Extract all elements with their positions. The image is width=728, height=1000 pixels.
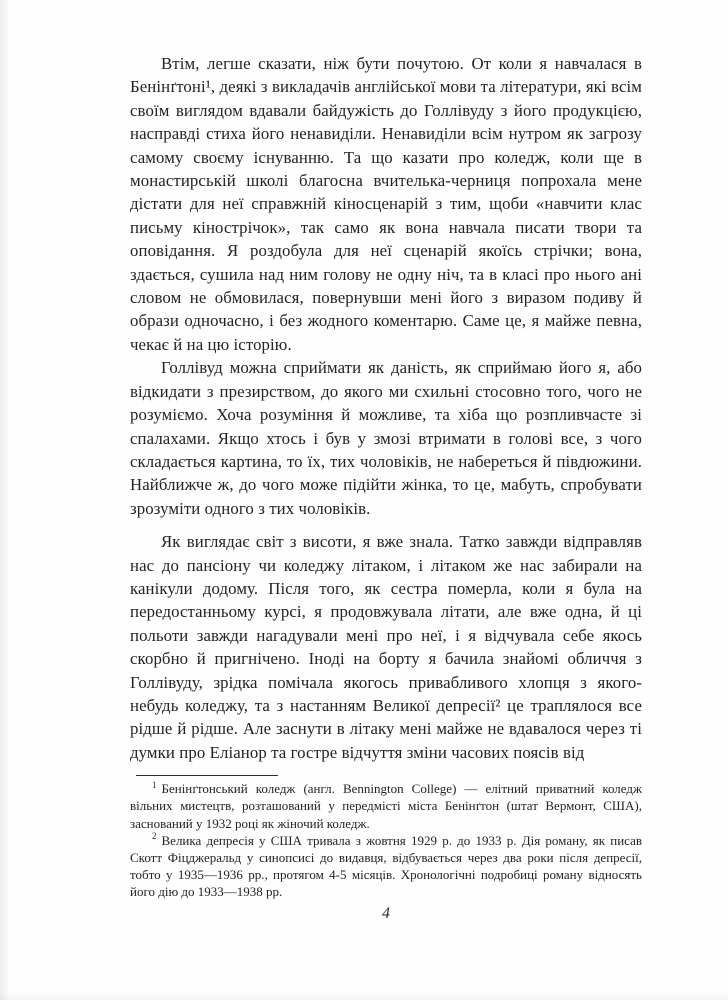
footnote-2 (130, 832, 642, 901)
footnote-1-text: Бенінґтонський коледж (англ. Bennington College) — елітний приватний коледж вільних мистецтв, розташований у передмісті міста Бенінґтон (штат Вермонт, США), заснований у 1932 році як жіночий коледж. (130, 781, 642, 831)
footnote-2-text: Велика депресія у США тривала з жовтня 1929 р. до 1933 р. Дія роману, як писав Скотт Фіцджеральд у синопсисі до видавця, відбувається через два роки після депресії, тобто у 1935—1936 рр., протягом 4-5 місяців. Хронологічні подробиці роману відносять його дію до 1933—1938 рр. (130, 832, 642, 900)
body-paragraph-1: Втім, легше сказати, ніж бути почутою. От коли я навчалася в Бенінґтоні¹, деякі з викладачів англійської мови та літератури, які всім своїм виглядом вдавали байдужість до Голлівуду з його продукцією, насправді стиха його ненавиділи. Ненавиділи всім нутром як загрозу самому своєму існуванню. Та що казати про коледж, коли ще в монастирській школі благосна вчителька-черниця попрохала мене дістати для неї справжній кіносценарій з тим, щоби «навчити клас письму кінострічок», так само як вона навчала писати твори та оповідання. Я роздобула для неї сценарій якоїсь стрічки; вона, здається, сушила над ним голову не одну ніч, та в класі про нього ані словом не обмовилася, повернувши мені його з виразом подиву й образи одночасно, і без жодного коментарю. Саме це, я майже певна, чекає й на цю історію. (130, 54, 642, 354)
footnotes-block (130, 775, 642, 900)
footnote-2-marker: 2 (152, 831, 157, 842)
scan-edge-shading-left (0, 0, 10, 1000)
body-text-block (130, 52, 642, 764)
scan-edge-shading-bottom (0, 992, 728, 1000)
book-page (130, 52, 642, 901)
footnote-1-marker: 1 (152, 779, 157, 790)
body-paragraph-3: Як виглядає світ з висоти, я вже знала. Татко завжди відправляв нас до пансіону чи коледжу літаком, і літаком же нас забирали на канікули додому. Після того, як сестра померла, коли я була на передостанньому курсі, я продовжувала літати, але вже одна, й ці польоти завжди нагадували мені про неї, і я відчувала себе якось скорбно й пригнічено. Іноді на борту я бачила знайомі обличчя з Голлівуду, зрідка помічала якогось привабливого хлопця з якого-небудь коледжу, та з настанням Великої депресії² це траплялося все рідше й рідше. Але заснути в літаку мені майже не вдавалося через ті думки про Еліанор та гостре відчуття зміни часових поясів від (130, 532, 642, 762)
body-paragraph-2: Голлівуд можна сприймати як даність, як сприймаю його я, або відкидати з презирством, до якого ми схильні стосовно того, чого не розуміємо. Хоча розуміння й можливе, та хіба що розпливчасте зі спалахами. Якщо хтось і був у змозі втримати в голові все, з чого складається картина, то їх, тих чоловіків, не набереться й півдюжини. Найближче ж, до чого може підійти жінка, то це, мабуть, спробувати зрозуміти одного з тих чоловіків. (130, 358, 642, 518)
footnote-1 (130, 780, 642, 832)
page-number: 4 (382, 905, 390, 922)
footnote-separator-rule (136, 775, 278, 776)
